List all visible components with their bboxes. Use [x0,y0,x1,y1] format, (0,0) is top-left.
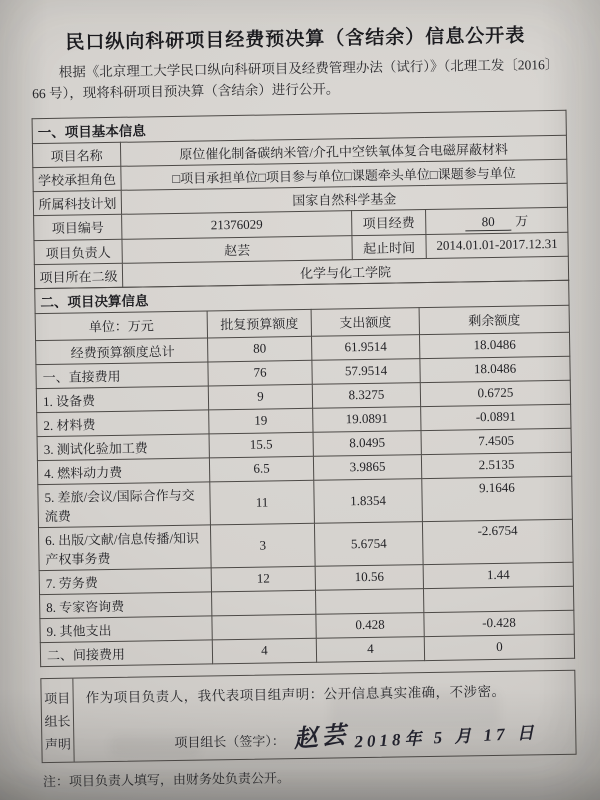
declaration-box [40,670,576,763]
budget-cell-remaining: -0.428 [424,610,574,636]
budget-cell-spent: 61.9514 [312,334,420,360]
project-funding-value [426,207,568,234]
budget-cell-spent: 0.428 [316,612,424,638]
budget-cell-name: 二、间接费用 [40,640,212,667]
budget-section-header: 二、项目决算信息 [35,280,569,313]
budget-cell-name: 3. 测试化验加工费 [37,434,209,461]
school-unit-label: 项目所在二级 [34,263,122,288]
funding-amount: 80 [465,214,511,232]
project-number-label: 项目编号 [34,214,122,240]
budget-cell-remaining: 9.1646 [422,476,573,521]
basic-section-header: 一、项目基本信息 [32,110,566,143]
declaration-side-label [41,678,74,761]
budget-cell-approved: 6.5 [209,456,313,482]
budget-cell-approved: 3 [210,523,315,568]
project-name-label: 项目名称 [32,142,120,167]
budget-cell-name: 一、直接费用 [36,362,208,389]
budget-cell-remaining: 2.5135 [421,452,571,478]
budget-cell-approved: 80 [208,336,312,362]
project-number-value: 21376029 [122,211,352,240]
footnote: 注：项目负责人填写，由财务处负责公开。 [42,770,291,789]
project-leader-value: 赵芸 [122,236,352,264]
signature-label: 项目组长（签字）： [174,733,285,750]
col-header-remaining: 剩余额度 [419,305,569,334]
budget-cell-spent: 57.9514 [312,358,420,384]
budget-cell-approved: 11 [210,480,315,525]
budget-cell-approved: 76 [208,360,312,386]
budget-cell-approved: 4 [212,638,316,664]
col-header-spent: 支出额度 [311,307,419,336]
intro-paragraph: 根据《北京理工大学民口纵向科研项目及经费管理办法（试行）》（北理工发〔2016〕66 号），现将科研项目预决算（含结余）进行公开。 [32,56,559,102]
budget-cell-spent: 8.3275 [312,382,420,408]
unit-header: 单位：万元 [35,311,207,341]
declaration-content [73,671,575,762]
science-plan-value: 国家自然科学基金 [121,183,567,214]
handwritten-signature: 赵芸 [292,722,351,753]
period-label: 起止时间 [352,234,426,259]
budget-cell-approved: 15.5 [209,432,313,458]
budget-cell-spent: 4 [316,636,424,662]
budget-cell-spent: 5.6754 [314,521,423,566]
budget-cell-name: 8. 专家咨询费 [40,592,212,619]
budget-cell-approved [212,614,316,640]
budget-cell-name: 7. 劳务费 [39,568,211,595]
declaration-side-line: 项目 [44,690,71,706]
handwritten-date: 2018年 5 月 17 日 [353,722,538,752]
budget-cell-remaining: 18.0486 [420,356,570,382]
budget-cell-remaining: 0 [424,634,574,660]
budget-cell-remaining: 18.0486 [419,332,569,358]
declaration-side-line: 组长 [44,713,71,729]
budget-cell-spent: 19.0891 [313,406,421,432]
budget-cell-name: 1. 设备费 [36,386,208,413]
budget-cell-spent: 1.8354 [314,478,423,523]
budget-cell-approved: 19 [209,408,313,434]
funding-unit: 万 [515,213,529,229]
school-unit-value: 化学与化工学院 [122,256,568,287]
budget-cell-remaining: 0.6725 [420,380,570,406]
budget-cell-spent: 8.0495 [313,430,421,456]
budget-cell-name: 9. 其他支出 [40,616,212,643]
budget-cell-remaining: -2.6754 [422,519,573,564]
period-value: 2014.01.01-2017.12.31 [426,232,568,258]
budget-cell-remaining: 1.44 [423,562,573,588]
budget-cell-spent: 3.9865 [313,454,421,480]
science-plan-label: 所属科技计划 [33,190,121,215]
budget-cell-spent [315,588,423,614]
budget-cell-name: 6. 出版/文献/信息传播/知识产权事务费 [38,525,211,571]
signature-row [86,713,565,756]
budget-cell-name: 经费预算额度总计 [36,338,208,365]
budget-cell-name: 2. 材料费 [37,410,209,437]
budget-cell-spent: 10.56 [315,564,423,590]
school-role-checkboxes: □项目承担单位□项目参与单位□课题牵头单位□课题参与单位 [121,159,567,190]
project-funding-label: 项目经费 [352,209,426,235]
page-title: 民口纵向科研项目经费预决算（含结余）信息公开表 [65,25,526,54]
project-name-value: 原位催化制备碳纳米管/介孔中空铁氧体复合电磁屏蔽材料 [120,135,566,166]
budget-table [34,280,575,667]
budget-cell-approved: 9 [208,384,312,410]
school-role-label: 学校承担角色 [33,166,121,191]
declaration-statement: 作为项目负责人，我代表项目组声明：公开信息真实准确，不涉密。 [85,683,506,706]
basic-info-table [32,110,570,289]
budget-cell-remaining: -0.0891 [421,404,571,430]
declaration-side-line: 声明 [44,736,71,752]
budget-cell-approved: 12 [211,566,315,592]
project-leader-label: 项目负责人 [34,239,122,264]
budget-cell-approved [212,590,316,616]
col-header-approved: 批复预算额度 [207,309,311,338]
budget-cell-remaining: 7.4505 [421,428,571,454]
budget-cell-name: 4. 燃料动力费 [37,458,209,485]
budget-cell-remaining [423,586,573,612]
budget-cell-name: 5. 差旅/会议/国际合作与交流费 [38,482,211,528]
